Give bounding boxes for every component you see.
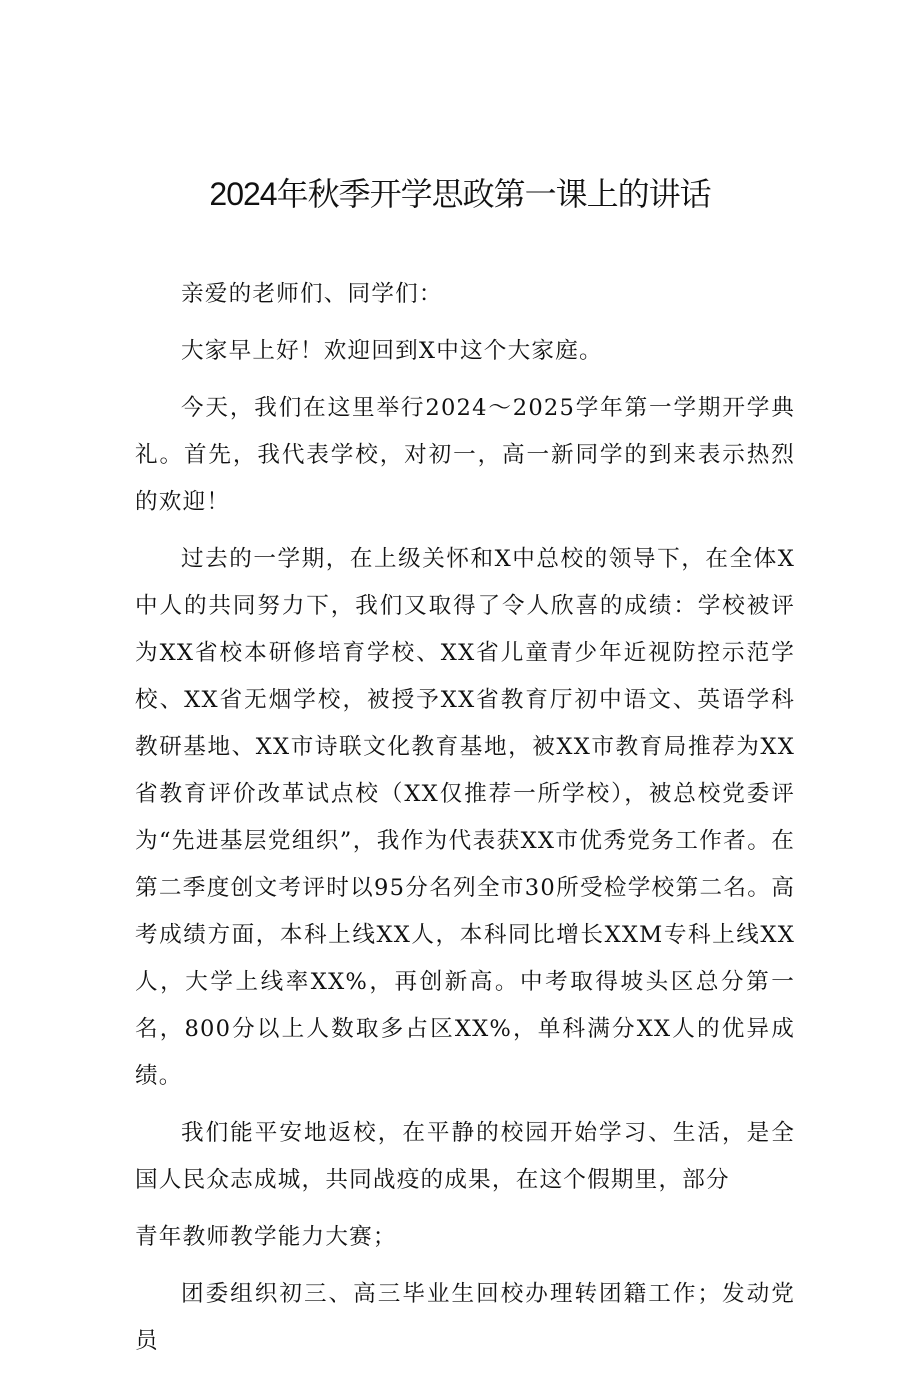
document-body xyxy=(135,271,795,1375)
greeting-paragraph: 大家早上好！欢迎回到X中这个大家庭。 xyxy=(181,338,603,364)
salutation-paragraph: 亲爱的老师们、同学们： xyxy=(181,281,443,307)
teacher-contest-line: 青年教师教学能力大赛； xyxy=(135,1224,397,1250)
ceremony-paragraph: 今天，我们在这里举行2024～2025学年第一学期开学典礼。首先，我代表学校，对初一，高一新同学的到来表示热烈的欢迎！ xyxy=(135,395,795,515)
return-paragraph: 我们能平安地返校，在平静的校园开始学习、生活，是全国人民众志成城，共同战疫的成果，在这个假期里，部分 xyxy=(135,1120,795,1193)
achievements-paragraph: 过去的一学期，在上级关怀和X中总校的领导下，在全体X中人的共同努力下，我们又取得了令人欣喜的成绩：学校被评为XX省校本研修培育学校、XX省儿童青少年近视防控示范学校、XX省无烟学校，被授予XX省教育厅初中语文、英语学科教研基地、XX市诗联文化教育基地，被XX市教育局推荐为XX省教育评价改革试点校（XX仅推荐一所学校），被总校党委评为“先进基层党组织”，我作为代表获XX市优秀党务工作者。在第二季度创文考评时以95分名列全市30所受检学校第二名。高考成绩方面，本科上线XX人，本科同比增长XXM专科上线XX人，大学上线率XX%，再创新高。中考取得坡头区总分第一名，800分以上人数取多占区XX%，单科满分XX人的优异成绩。 xyxy=(135,546,795,1089)
document-title: 2024年秋季开学思政第一课上的讲话 xyxy=(209,176,711,212)
youth-league-paragraph: 团委组织初三、高三毕业生回校办理转团籍工作；发动党员 xyxy=(135,1281,795,1354)
